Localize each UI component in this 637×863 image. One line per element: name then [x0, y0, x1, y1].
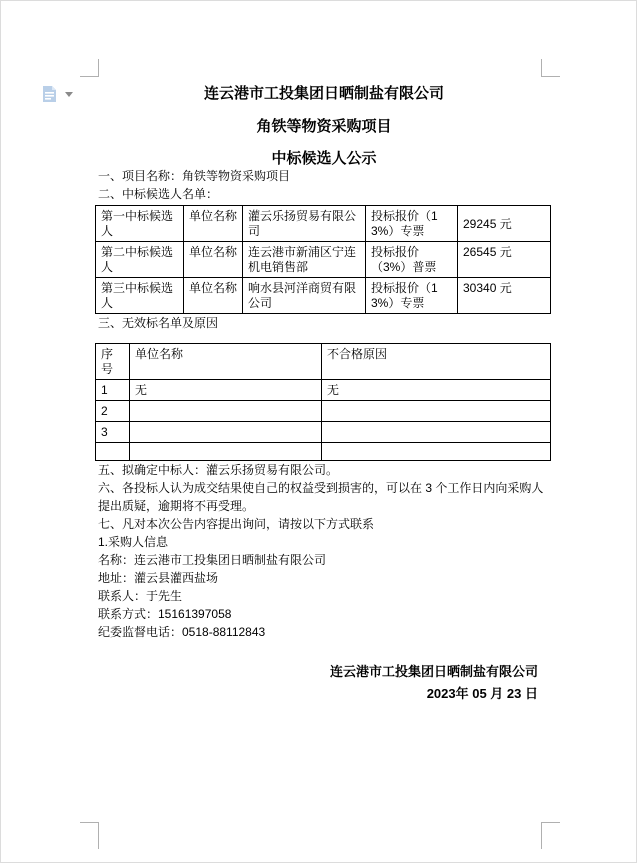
table-row — [96, 401, 551, 422]
table-cell: 投标报价（13%）专票 — [366, 278, 458, 314]
table-cell: 投标报价（13%）专票 — [366, 206, 458, 242]
signature-block — [98, 661, 550, 705]
table-cell: 单位名称 — [184, 278, 243, 314]
table-cell — [322, 422, 551, 443]
table-row — [96, 206, 551, 242]
table-header-row — [96, 344, 551, 380]
table-row — [96, 242, 551, 278]
table-header-cell: 序号 — [96, 344, 130, 380]
table-cell: 26545 元 — [458, 242, 551, 278]
table-row — [96, 422, 551, 443]
table-cell: 单位名称 — [184, 206, 243, 242]
table-cell: 响水县河洋商贸有限公司 — [243, 278, 366, 314]
signature-company: 连云港市工投集团日晒制盐有限公司 — [329, 664, 538, 679]
table-cell — [96, 443, 130, 461]
section-inquiry-notice: 七、凡对本次公告内容提出询问，请按以下方式联系 — [98, 517, 375, 531]
table-cell — [322, 401, 551, 422]
table-row — [96, 380, 551, 401]
margin-crop-mark-bottom-right — [541, 822, 560, 849]
table-cell: 3 — [96, 422, 130, 443]
candidates-table — [95, 205, 551, 314]
table-cell: 第二中标候选人 — [96, 242, 184, 278]
margin-crop-mark-top-right — [541, 59, 560, 77]
document-body — [98, 76, 550, 705]
purchaser-name: 名称：连云港市工投集团日晒制盐有限公司 — [98, 553, 327, 567]
table-cell: 无 — [322, 380, 551, 401]
table-cell: 投标报价（3%）普票 — [366, 242, 458, 278]
signature-date: 2023年 05 月 23 日 — [426, 686, 538, 701]
document-title-company: 连云港市工投集团日晒制盐有限公司 — [203, 85, 444, 102]
table-cell: 单位名称 — [184, 242, 243, 278]
section-project-name: 一、项目名称：角铁等物资采购项目 — [98, 169, 291, 183]
margin-crop-mark-bottom-left — [80, 822, 99, 849]
table-row — [96, 443, 551, 461]
table-cell: 第一中标候选人 — [96, 206, 184, 242]
purchaser-address: 地址：灌云县灌西盐场 — [98, 571, 219, 585]
table-cell: 第三中标候选人 — [96, 278, 184, 314]
purchaser-supervision-phone: 纪委监督电话：0518-88112843 — [98, 625, 266, 639]
table-cell: 29245 元 — [458, 206, 551, 242]
document-title-notice: 中标候选人公示 — [271, 150, 377, 167]
section-objection-notice: 六、各投标人认为成交结果使自己的权益受到损害的，可以在 3 个工作日内向采购人提出质疑，逾期将不再受理。 — [98, 481, 544, 513]
paste-options-button[interactable] — [41, 85, 73, 108]
table-cell — [130, 401, 322, 422]
table-header-cell: 单位名称 — [130, 344, 322, 380]
table-cell — [322, 443, 551, 461]
document-title-project: 角铁等物资采购项目 — [256, 118, 392, 135]
table-cell — [130, 443, 322, 461]
table-cell: 1 — [96, 380, 130, 401]
section-invalid-heading: 三、无效标名单及原因 — [98, 316, 219, 330]
table-cell: 连云港市新浦区宁连机电销售部 — [243, 242, 366, 278]
purchaser-contact-phone: 联系方式：15161397058 — [98, 607, 232, 621]
table-header-cell: 不合格原因 — [322, 344, 551, 380]
purchaser-contact-person: 联系人：于先生 — [98, 589, 183, 603]
chevron-down-icon[interactable] — [65, 92, 73, 97]
invalid-bids-table — [95, 343, 551, 461]
table-row — [96, 278, 551, 314]
paste-options-icon — [41, 85, 58, 108]
table-cell: 无 — [130, 380, 322, 401]
margin-crop-mark-top-left — [80, 59, 99, 77]
table-cell: 2 — [96, 401, 130, 422]
table-cell: 灌云乐扬贸易有限公司 — [243, 206, 366, 242]
table-cell — [130, 422, 322, 443]
section-confirmed-winner: 五、拟确定中标人：灌云乐扬贸易有限公司。 — [98, 463, 339, 477]
section-candidates-heading: 二、中标候选人名单： — [98, 187, 219, 201]
table-cell: 30340 元 — [458, 278, 551, 314]
purchaser-info-heading: 1.采购人信息 — [98, 535, 169, 549]
